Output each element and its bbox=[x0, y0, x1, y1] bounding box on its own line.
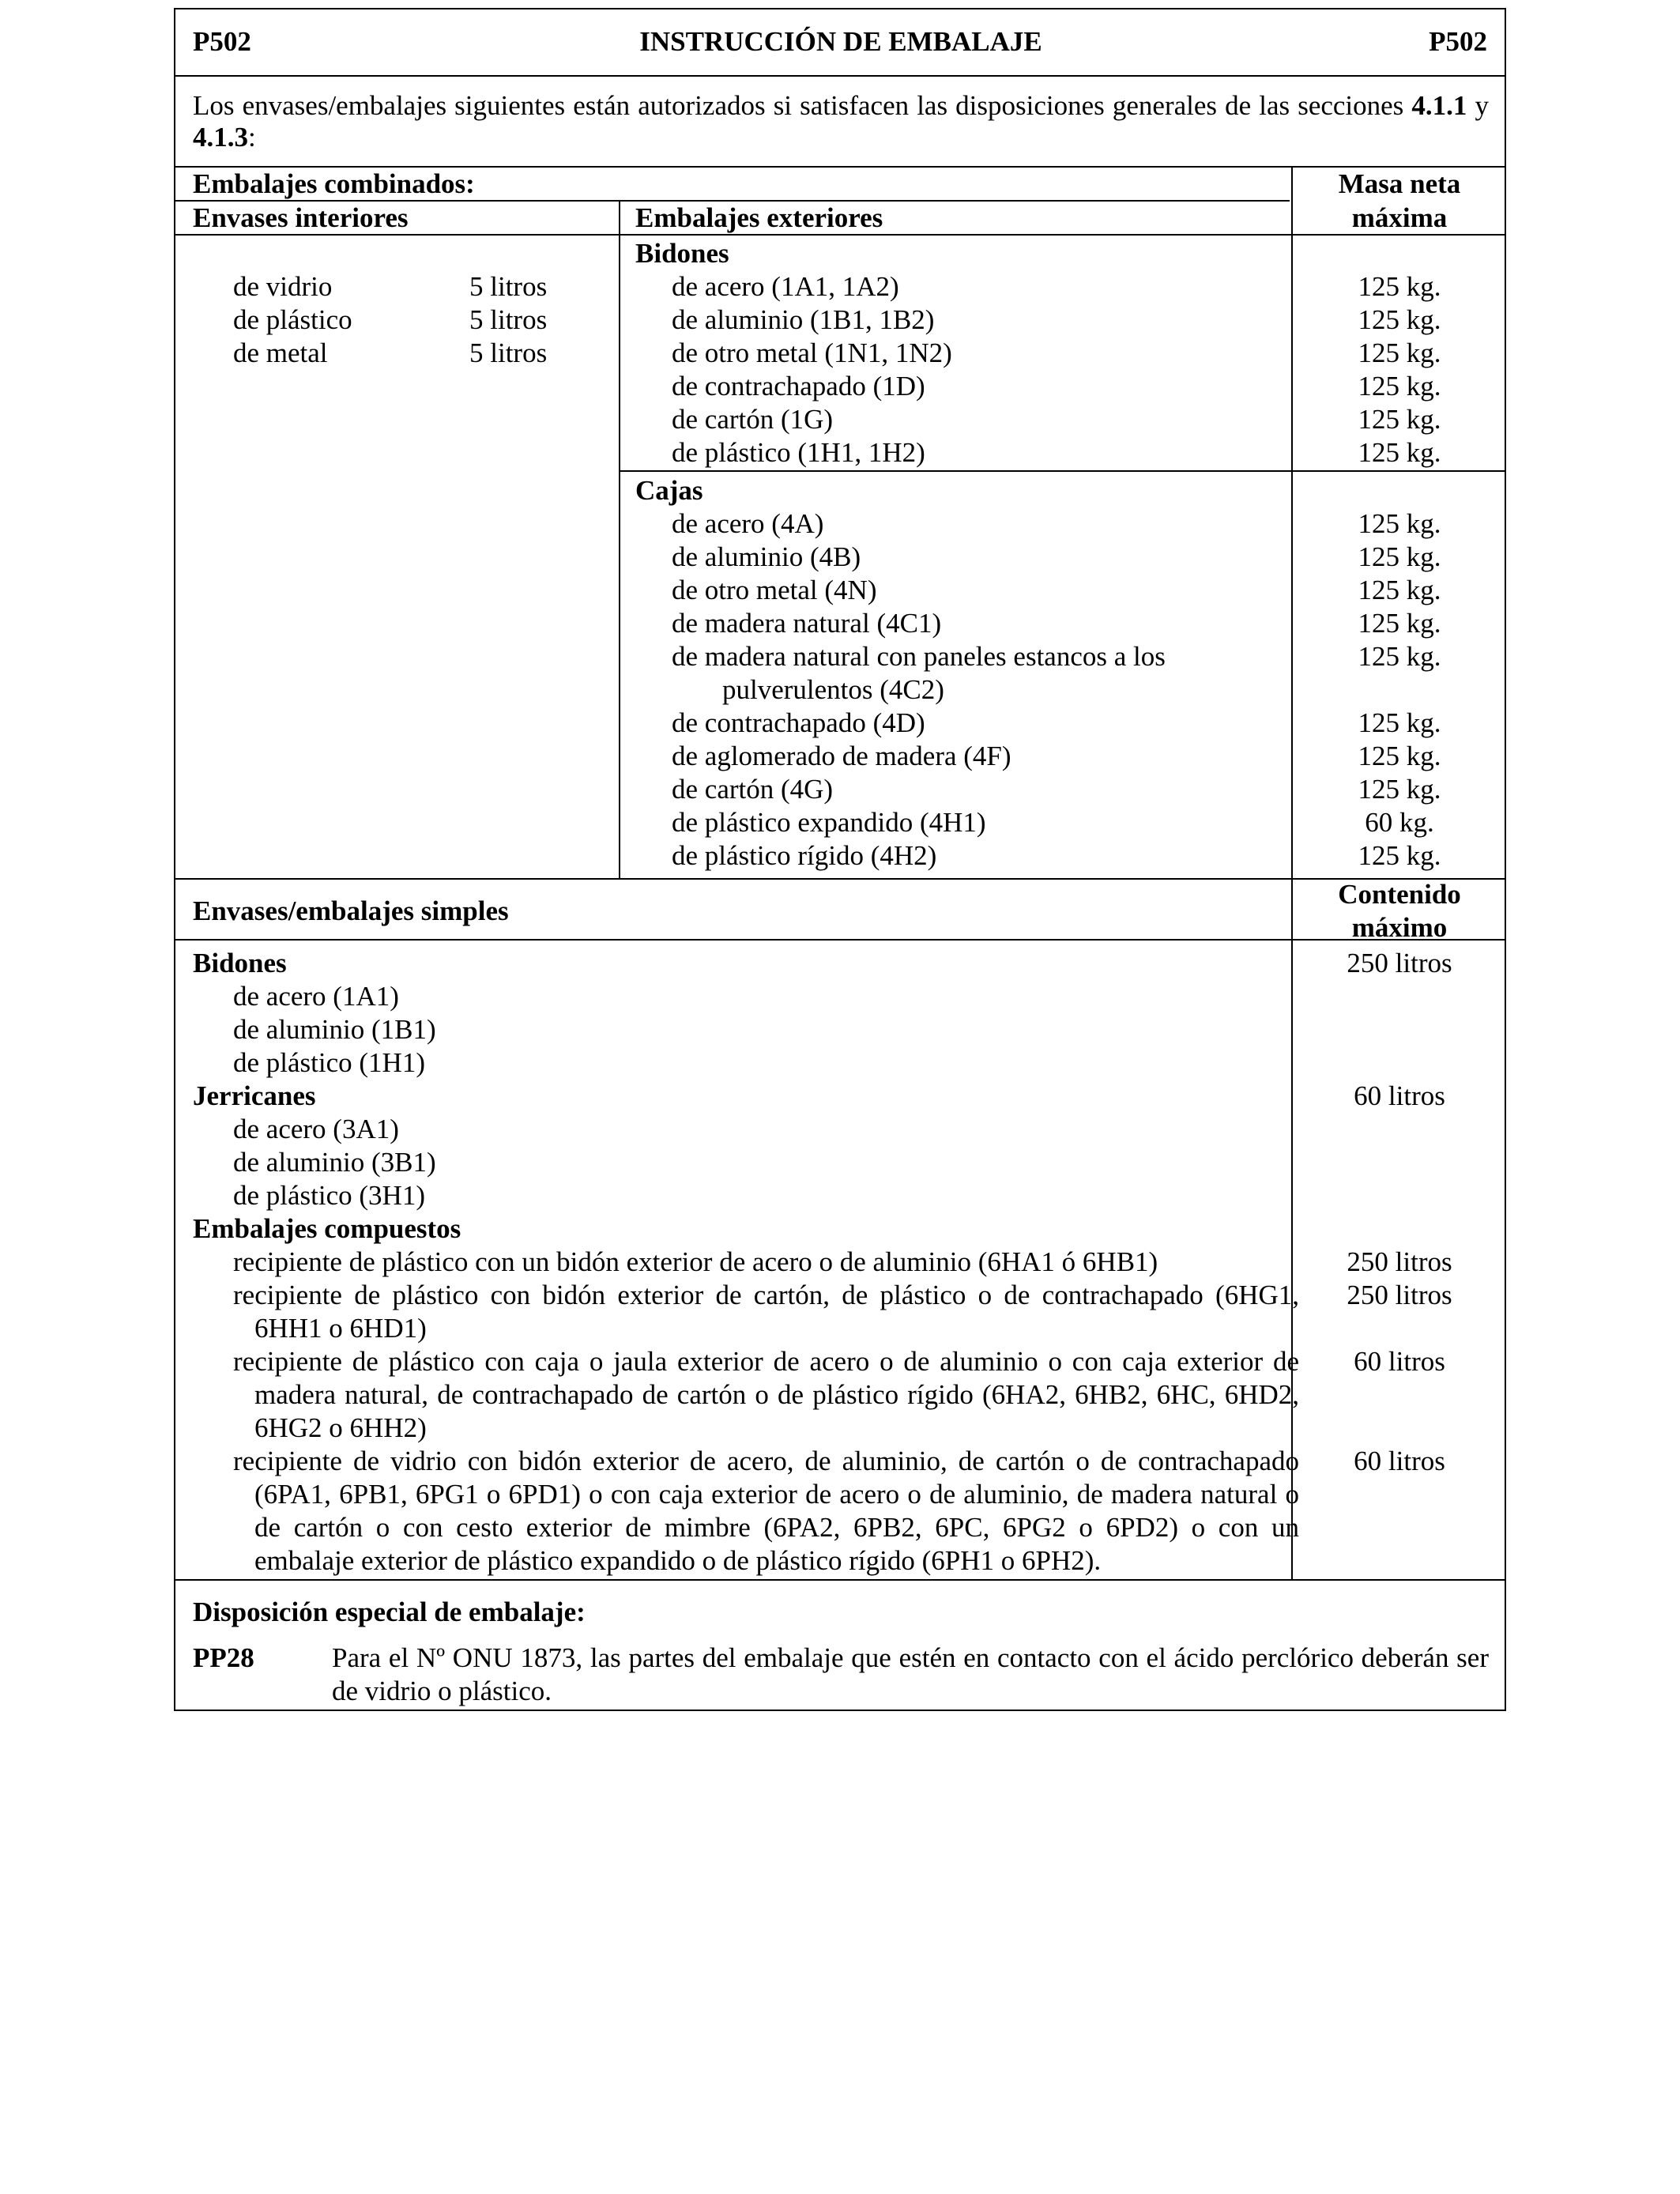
outer-drum-item: de aluminio (1B1, 1B2) bbox=[672, 304, 935, 335]
packing-instruction-table bbox=[174, 8, 1506, 1711]
outer-heading: Embalajes exteriores bbox=[635, 202, 883, 233]
inner-capacity: 5 litros bbox=[469, 271, 548, 302]
outer-drum-item: de otro metal (1N1, 1N2) bbox=[672, 337, 952, 368]
jerricans-capacity: 60 litros bbox=[1354, 1080, 1445, 1111]
intro-ref-2: 4.1.3 bbox=[193, 122, 248, 153]
composite-capacity: 60 litros bbox=[1354, 1346, 1445, 1377]
mass-value: 125 kg. bbox=[1358, 304, 1441, 335]
code-right: P502 bbox=[1429, 26, 1487, 57]
intro-colon: : bbox=[248, 122, 256, 153]
mass-value: 125 kg. bbox=[1358, 641, 1441, 672]
mass-value: 125 kg. bbox=[1358, 840, 1441, 871]
outer-box-item: de plástico rígido (4H2) bbox=[672, 840, 937, 871]
mass-value: 125 kg. bbox=[1358, 404, 1441, 435]
code-left: P502 bbox=[193, 26, 251, 57]
outer-box-item: de cartón (4G) bbox=[672, 774, 834, 805]
single-heading: Envases/embalajes simples bbox=[193, 895, 509, 926]
composite-capacity: 250 litros bbox=[1347, 1246, 1452, 1277]
content-heading-2: máximo bbox=[1351, 912, 1448, 943]
combined-heading: Embalajes combinados: bbox=[193, 168, 475, 199]
mass-value: 125 kg. bbox=[1358, 271, 1441, 302]
inner-capacity: 5 litros bbox=[469, 304, 548, 335]
single-drum-item: de plástico (1H1) bbox=[233, 1047, 425, 1078]
mass-value: 125 kg. bbox=[1358, 437, 1441, 468]
outer-box-item: de acero (4A) bbox=[672, 508, 824, 539]
mass-value: 125 kg. bbox=[1358, 608, 1441, 639]
outer-box-item: de contrachapado (4D) bbox=[672, 707, 925, 738]
single-drum-item: de aluminio (1B1) bbox=[233, 1014, 436, 1045]
composite-item: recipiente de vidrio con bidón exterior de acero, de aluminio, de cartón o de contrachapado (6PA1, 6PB1, 6PG1 o 6PD1) o con caja exterior de acero o de aluminio, de madera natural o de cartón o con cesto exterior de mimbre (6PA2, 6PB2, 6PC, 6PG2 o 6PD2) o con un embalaje exterior de plástico expandido o de plástico rígido (6PH1 o 6PH2). bbox=[233, 1446, 1299, 1576]
mass-value: 60 kg. bbox=[1365, 807, 1434, 838]
outer-box-item-continuation: pulverulentos (4C2) bbox=[722, 674, 944, 705]
jerrican-item: de aluminio (3B1) bbox=[233, 1147, 436, 1178]
mass-value: 125 kg. bbox=[1358, 741, 1441, 771]
page-title: INSTRUCCIÓN DE EMBALAJE bbox=[639, 26, 1042, 57]
single-drums-capacity: 250 litros bbox=[1347, 948, 1452, 978]
composite-item: recipiente de plástico con un bidón exterior de acero o de aluminio (6HA1 ó 6HB1) bbox=[233, 1246, 1158, 1277]
jerrican-item: de plástico (3H1) bbox=[233, 1180, 425, 1211]
composite-item: recipiente de plástico con bidón exterior de cartón, de plástico o de contrachapado (6HG1, 6HH1 o 6HD1) bbox=[233, 1280, 1299, 1344]
inner-material: de plástico bbox=[233, 304, 352, 335]
rule-under-single bbox=[175, 1579, 1505, 1581]
outer-box-item: de aluminio (4B) bbox=[672, 541, 861, 572]
composite-item: recipiente de plástico con caja o jaula exterior de acero o de aluminio o con caja exterior de madera natural, de contrachapado de cartón o de plástico rígido (6HA2, 6HB2, 6HC, 6HD2, 6HG2 o 6HH2) bbox=[233, 1346, 1299, 1443]
outer-box-item: de madera natural con paneles estancos a los bbox=[672, 641, 1166, 672]
outer-drum-item: de acero (1A1, 1A2) bbox=[672, 271, 899, 302]
outer-box-item: de madera natural (4C1) bbox=[672, 608, 942, 639]
special-code: PP28 bbox=[193, 1642, 254, 1673]
outer-drum-item: de cartón (1G) bbox=[672, 404, 834, 435]
rule-inner-outer bbox=[619, 200, 620, 878]
jerricans-heading: Jerricanes bbox=[193, 1080, 316, 1111]
outer-boxes-heading: Cajas bbox=[635, 475, 703, 506]
inner-material: de metal bbox=[233, 337, 328, 368]
mass-value: 125 kg. bbox=[1358, 575, 1441, 605]
inner-material: de vidrio bbox=[233, 271, 333, 302]
outer-drums-heading: Bidones bbox=[635, 238, 729, 269]
rule-under-header bbox=[175, 75, 1505, 77]
inner-heading: Envases interiores bbox=[193, 202, 409, 233]
single-drums-heading: Bidones bbox=[193, 948, 287, 978]
intro-text: Los envases/embalajes siguientes están autorizados si satisfacen las disposiciones generales de las secciones bbox=[193, 90, 1404, 121]
mass-heading-2: máxima bbox=[1351, 202, 1448, 233]
special-text: Para el Nº ONU 1873, las partes del embalaje que estén en contacto con el ácido perclórico deberán ser de vidrio o plástico. bbox=[332, 1642, 1489, 1706]
content-heading-1: Contenido bbox=[1338, 879, 1461, 910]
composite-capacity: 250 litros bbox=[1347, 1280, 1452, 1310]
mass-value: 125 kg. bbox=[1358, 371, 1441, 401]
outer-drum-item: de plástico (1H1, 1H2) bbox=[672, 437, 925, 468]
inner-capacity: 5 litros bbox=[469, 337, 548, 368]
outer-box-item: de otro metal (4N) bbox=[672, 575, 877, 605]
single-drum-item: de acero (1A1) bbox=[233, 981, 399, 1012]
rule-between-drums-boxes bbox=[619, 470, 1505, 472]
special-heading: Disposición especial de embalaje: bbox=[193, 1596, 586, 1627]
mass-value: 125 kg. bbox=[1358, 508, 1441, 539]
mass-value: 125 kg. bbox=[1358, 707, 1441, 738]
jerrican-item: de acero (3A1) bbox=[233, 1114, 399, 1144]
intro-paragraph bbox=[193, 90, 1489, 153]
outer-box-item: de plástico expandido (4H1) bbox=[672, 807, 986, 838]
outer-drum-item: de contrachapado (1D) bbox=[672, 371, 925, 401]
mass-value: 125 kg. bbox=[1358, 774, 1441, 805]
intro-ref-1: 4.1.1 bbox=[1411, 90, 1467, 121]
composite-capacity: 60 litros bbox=[1354, 1446, 1445, 1476]
mass-heading-1: Masa neta bbox=[1338, 168, 1461, 199]
mass-value: 125 kg. bbox=[1358, 541, 1441, 572]
outer-box-item: de aglomerado de madera (4F) bbox=[672, 741, 1011, 771]
mass-value: 125 kg. bbox=[1358, 337, 1441, 368]
composite-heading: Embalajes compuestos bbox=[193, 1213, 461, 1244]
intro-conj: y bbox=[1467, 90, 1489, 121]
